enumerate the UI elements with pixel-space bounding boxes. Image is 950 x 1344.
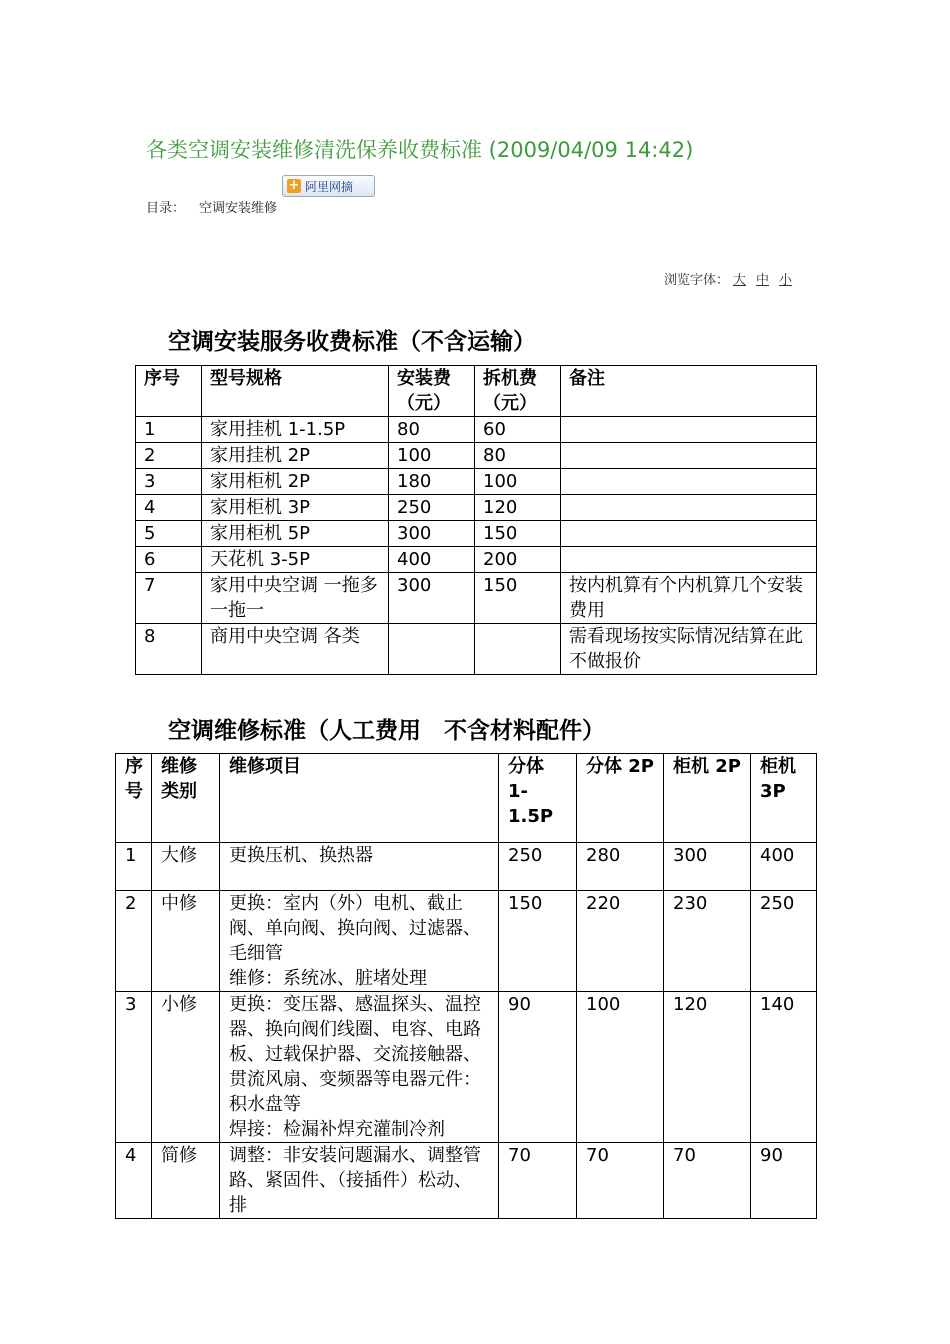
catalog-link[interactable]: 空调安装维修 (199, 201, 278, 216)
table-header-row (116, 754, 817, 843)
table-row (136, 573, 817, 624)
cell-no: 4 (136, 495, 202, 521)
cell-removal-fee: 120 (475, 495, 561, 521)
cell-category: 简修 (152, 1143, 220, 1219)
cell-no: 3 (116, 992, 152, 1143)
font-size-label: 浏览字体： (664, 273, 730, 288)
cell-item (220, 1143, 499, 1219)
cell-install-fee (389, 624, 475, 675)
cell-removal-fee: 150 (475, 521, 561, 547)
cell-no: 8 (136, 624, 202, 675)
item-line: 更换：室内（外）电机、截止阀、单向阀、换向阀、过滤器、毛细管 (229, 893, 481, 964)
col-header-install-fee: 安装费（元） (389, 366, 475, 417)
col-header-remark: 备注 (561, 366, 817, 417)
cell-price-1: 150 (499, 891, 577, 992)
col-header-model: 型号规格 (202, 366, 389, 417)
col-header-cabinet-3p: 柜机 3P (751, 754, 817, 843)
col-header-split-1-1.5p: 分体 1-1.5P (499, 754, 577, 843)
item-line: 更换压机、换热器 (229, 845, 373, 866)
table-row (136, 495, 817, 521)
cell-removal-fee: 200 (475, 547, 561, 573)
catalog-label: 目录： (146, 201, 186, 216)
repair-fee-table (115, 753, 817, 1219)
cell-price-3: 120 (664, 992, 751, 1143)
cell-no: 2 (116, 891, 152, 992)
cell-price-2: 220 (577, 891, 664, 992)
cell-price-1: 250 (499, 843, 577, 891)
cell-model: 家用挂机 1-1.5P (202, 417, 389, 443)
table-row (116, 843, 817, 891)
col-header-no: 序号 (116, 754, 152, 843)
cell-no: 2 (136, 443, 202, 469)
cell-model: 商用中央空调 各类 (202, 624, 389, 675)
item-line: 焊接：检漏补焊充灌制冷剂 (229, 1119, 445, 1140)
cell-install-fee: 300 (389, 521, 475, 547)
col-header-removal-fee: 拆机费（元） (475, 366, 561, 417)
cell-removal-fee: 60 (475, 417, 561, 443)
cell-model: 家用柜机 2P (202, 469, 389, 495)
table-row (136, 624, 817, 675)
table-row (136, 547, 817, 573)
table-row (136, 417, 817, 443)
cell-item (220, 992, 499, 1143)
cell-remark (561, 495, 817, 521)
cell-removal-fee: 100 (475, 469, 561, 495)
page-title: 各类空调安装维修清洗保养收费标准 (2009/04/09 14:42) (146, 138, 694, 162)
cell-no: 1 (136, 417, 202, 443)
col-header-category: 维修类别 (152, 754, 220, 843)
cell-category: 大修 (152, 843, 220, 891)
cell-remark (561, 443, 817, 469)
catalog-line (146, 197, 277, 216)
table-row (136, 469, 817, 495)
cell-category: 中修 (152, 891, 220, 992)
cell-price-1: 70 (499, 1143, 577, 1219)
font-small-link[interactable]: 小 (779, 273, 793, 288)
cell-no: 6 (136, 547, 202, 573)
item-line: 调整：非安装问题漏水、调整管路、紧固件、（接插件）松动、排 (229, 1145, 481, 1216)
plus-icon: + (288, 178, 300, 193)
table-row (116, 891, 817, 992)
table-row (116, 992, 817, 1143)
cell-install-fee: 250 (389, 495, 475, 521)
cell-no: 1 (116, 843, 152, 891)
cell-price-2: 280 (577, 843, 664, 891)
cell-remark (561, 521, 817, 547)
cell-price-4: 400 (751, 843, 817, 891)
cell-category: 小修 (152, 992, 220, 1143)
cell-no: 7 (136, 573, 202, 624)
font-large-link[interactable]: 大 (733, 273, 747, 288)
cell-removal-fee: 80 (475, 443, 561, 469)
install-heading: 空调安装服务收费标准（不含运输） (168, 329, 536, 355)
cell-price-3: 230 (664, 891, 751, 992)
cell-model: 天花机 3-5P (202, 547, 389, 573)
cell-item (220, 843, 499, 891)
font-size-switcher (664, 269, 792, 288)
ali-bookmark-button[interactable] (282, 175, 375, 197)
cell-install-fee: 400 (389, 547, 475, 573)
cell-price-4: 140 (751, 992, 817, 1143)
cell-removal-fee: 150 (475, 573, 561, 624)
cell-model: 家用中央空调 一拖多 一拖一 (202, 573, 389, 624)
table-row (136, 443, 817, 469)
cell-no: 5 (136, 521, 202, 547)
cell-remark (561, 469, 817, 495)
cell-remark: 按内机算有个内机算几个安装费用 (561, 573, 817, 624)
col-header-item: 维修项目 (220, 754, 499, 843)
col-header-cabinet-2p: 柜机 2P (664, 754, 751, 843)
cell-price-4: 90 (751, 1143, 817, 1219)
cell-remark (561, 417, 817, 443)
install-fee-table (135, 365, 817, 675)
cell-price-3: 70 (664, 1143, 751, 1219)
cell-model: 家用柜机 5P (202, 521, 389, 547)
cell-removal-fee (475, 624, 561, 675)
table-row (116, 1143, 817, 1219)
col-header-no: 序号 (136, 366, 202, 417)
cell-remark: 需看现场按实际情况结算在此不做报价 (561, 624, 817, 675)
cell-install-fee: 100 (389, 443, 475, 469)
table-header-row (136, 366, 817, 417)
cell-price-4: 250 (751, 891, 817, 992)
col-header-split-2p: 分体 2P (577, 754, 664, 843)
cell-no: 4 (116, 1143, 152, 1219)
cell-price-1: 90 (499, 992, 577, 1143)
cell-price-3: 300 (664, 843, 751, 891)
cell-no: 3 (136, 469, 202, 495)
cell-price-2: 70 (577, 1143, 664, 1219)
table-row (136, 521, 817, 547)
cell-install-fee: 80 (389, 417, 475, 443)
cell-install-fee: 300 (389, 573, 475, 624)
cell-install-fee: 180 (389, 469, 475, 495)
ali-bookmark-label: 阿里网摘 (305, 179, 354, 194)
cell-model: 家用柜机 3P (202, 495, 389, 521)
repair-heading: 空调维修标准（人工费用 不含材料配件） (168, 718, 605, 744)
item-line: 更换：变压器、感温探头、温控器、换向阀们线圈、电容、电路板、过载保护器、交流接触器、贯流风扇、变频器等电器元件：积水盘等 (229, 994, 481, 1115)
cell-model: 家用挂机 2P (202, 443, 389, 469)
item-line: 维修：系统冰、脏堵处理 (229, 968, 427, 989)
cell-item (220, 891, 499, 992)
cell-remark (561, 547, 817, 573)
cell-price-2: 100 (577, 992, 664, 1143)
font-medium-link[interactable]: 中 (756, 273, 770, 288)
